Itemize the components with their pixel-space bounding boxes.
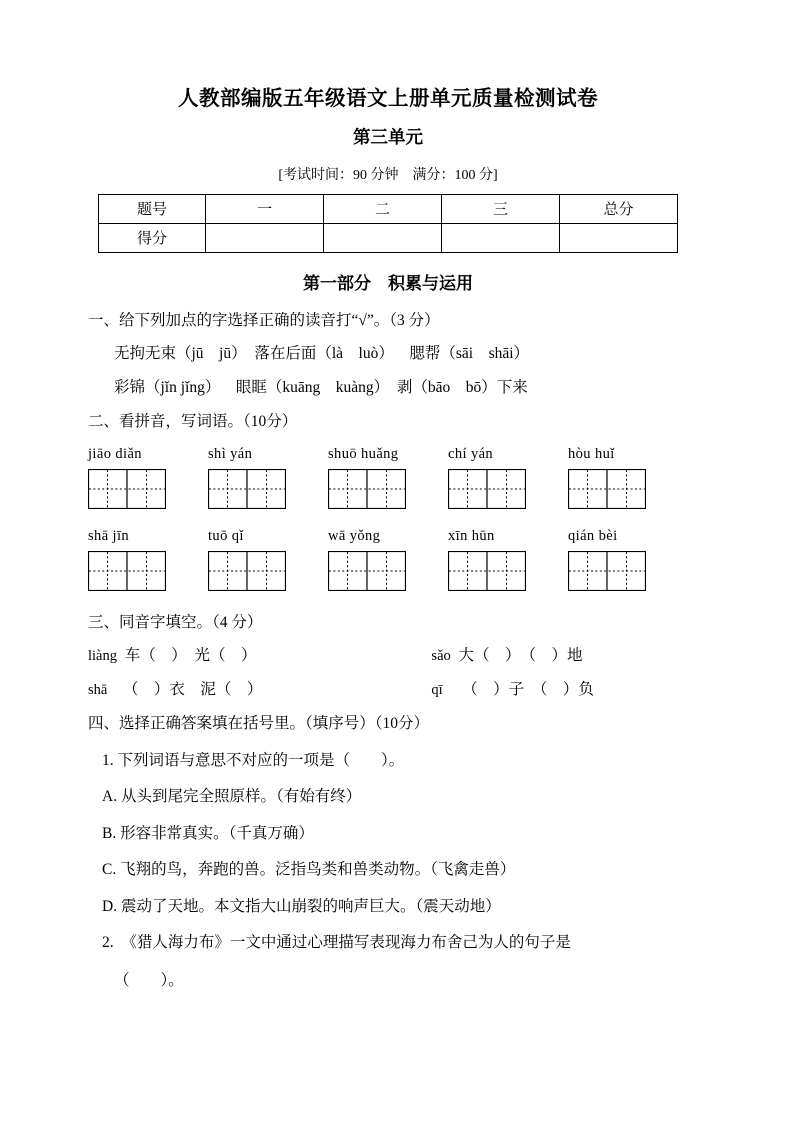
pinyin-label: xīn hūn [448, 527, 495, 544]
question-4-1-choice-a[interactable]: A. 从头到尾完全照原样。（有始有终） [102, 788, 362, 806]
score-cell-3[interactable] [560, 223, 678, 252]
tianzige-grid[interactable] [88, 551, 166, 591]
tianzige-grid[interactable] [568, 469, 646, 509]
homophone-right-group [431, 648, 688, 664]
pinyin-item [328, 446, 448, 514]
homophone-items[interactable]: （ ）子 （ ）负 [462, 680, 594, 698]
homophone-right-group [431, 682, 688, 698]
pinyin-row-2 [88, 528, 688, 596]
question-4-1-choice-b[interactable]: B. 形容非常真实。（千真万确） [102, 824, 314, 842]
pinyin-item [328, 528, 448, 596]
question-1-line-1: 无拘无束（jū jū） 落在后面（là luò） 腮帮（sāi shāi） [114, 345, 530, 363]
tianzige-grid[interactable] [88, 469, 166, 509]
score-table-row-label-1: 得分 [99, 223, 206, 252]
score-cell-0[interactable] [206, 223, 324, 252]
tianzige-grid[interactable] [328, 469, 406, 509]
homophone-pinyin: shā [88, 681, 108, 698]
pinyin-item [568, 446, 688, 514]
tianzige-grid[interactable] [568, 551, 646, 591]
score-table-col-2: 三 [442, 194, 560, 223]
pinyin-item [448, 528, 568, 596]
tianzige-grid[interactable] [448, 469, 526, 509]
homophone-pinyin: sǎo [431, 648, 451, 665]
question-4-1-choice-d[interactable]: D. 震动了天地。本文指大山崩裂的响声巨大。（震天动地） [102, 897, 501, 915]
pinyin-item [88, 528, 208, 596]
score-table-wrapper [88, 194, 688, 253]
question-3-prompt: 三、同音字填空。（4 分） [88, 613, 263, 631]
score-cell-1[interactable] [324, 223, 442, 252]
homophone-items[interactable]: （ ）衣 泥（ ） [122, 680, 263, 698]
question-4-prompt: 四、选择正确答案填在括号里。（填序号）（10分） [88, 715, 430, 733]
question-4-1-stem: 1. 下列词语与意思不对应的一项是（ ）。 [102, 751, 405, 769]
tianzige-grid[interactable] [448, 551, 526, 591]
pinyin-item [208, 528, 328, 596]
tianzige-grid[interactable] [328, 551, 406, 591]
pinyin-label: shì yán [208, 445, 253, 462]
table-row-scores [99, 223, 678, 252]
page-title: 人教部编版五年级语文上册单元质量检测试卷 [178, 86, 598, 110]
question-4-1-choice-c[interactable]: C. 飞翔的鸟，奔跑的兽。泛指鸟类和兽类动物。（飞禽走兽） [102, 861, 516, 879]
pinyin-label: chí yán [448, 445, 494, 462]
part-one-heading: 第一部分 积累与运用 [303, 273, 473, 294]
question-2-prompt: 二、看拼音，写词语。（10分） [88, 413, 298, 431]
question-4-2 [88, 935, 688, 988]
pinyin-label: shuō huǎng [328, 445, 399, 462]
homophone-left-group [88, 682, 431, 698]
homophone-pinyin: liàng [88, 648, 117, 665]
question-4-2-stem-line-1: 2. 《猎人海力布》一文中通过心理描写表现海力布舍己为人的句子是 [102, 934, 571, 952]
homophone-block [88, 648, 688, 697]
pinyin-label: tuō qǐ [208, 527, 244, 544]
pinyin-label: qián bèi [568, 527, 618, 544]
tianzige-grid[interactable] [208, 551, 286, 591]
pinyin-label: jiāo diǎn [88, 445, 142, 462]
homophone-items[interactable]: 大（ ） （ ）地 [458, 647, 583, 665]
score-table-col-3: 总分 [560, 194, 678, 223]
score-cell-2[interactable] [442, 223, 560, 252]
score-table-col-0: 一 [206, 194, 324, 223]
page-subtitle: 第三单元 [353, 127, 423, 148]
page-content [88, 0, 688, 988]
pinyin-label: hòu huǐ [568, 445, 615, 462]
pinyin-item [88, 446, 208, 514]
pinyin-row-1 [88, 446, 688, 514]
score-table-col-1: 二 [324, 194, 442, 223]
score-table [98, 194, 678, 253]
pinyin-item [448, 446, 568, 514]
exam-meta: [考试时间：90 分钟 满分：100 分] [278, 167, 498, 183]
homophone-left-group [88, 648, 431, 664]
table-row-header [99, 194, 678, 223]
homophone-row [88, 682, 688, 698]
question-4-2-stem-line-2[interactable]: （ ）。 [114, 971, 184, 989]
pinyin-label: shā jīn [88, 527, 130, 544]
tianzige-grid[interactable] [208, 469, 286, 509]
question-1-line-2: 彩锦（jǐn jǐng） 眼眶（kuāng kuàng） 剥（bāo bō）下来 [114, 378, 528, 396]
score-table-row-label-0: 题号 [99, 194, 206, 223]
pinyin-writing-block [88, 446, 688, 596]
homophone-pinyin: qī [431, 681, 443, 698]
pinyin-label: wā yǒng [328, 527, 381, 544]
pinyin-item [568, 528, 688, 596]
homophone-row [88, 648, 688, 664]
question-1-prompt: 一、给下列加点的字选择正确的读音打“√”。（3 分） [88, 311, 440, 329]
pinyin-item [208, 446, 328, 514]
homophone-items[interactable]: 车（ ） 光（ ） [124, 647, 257, 665]
